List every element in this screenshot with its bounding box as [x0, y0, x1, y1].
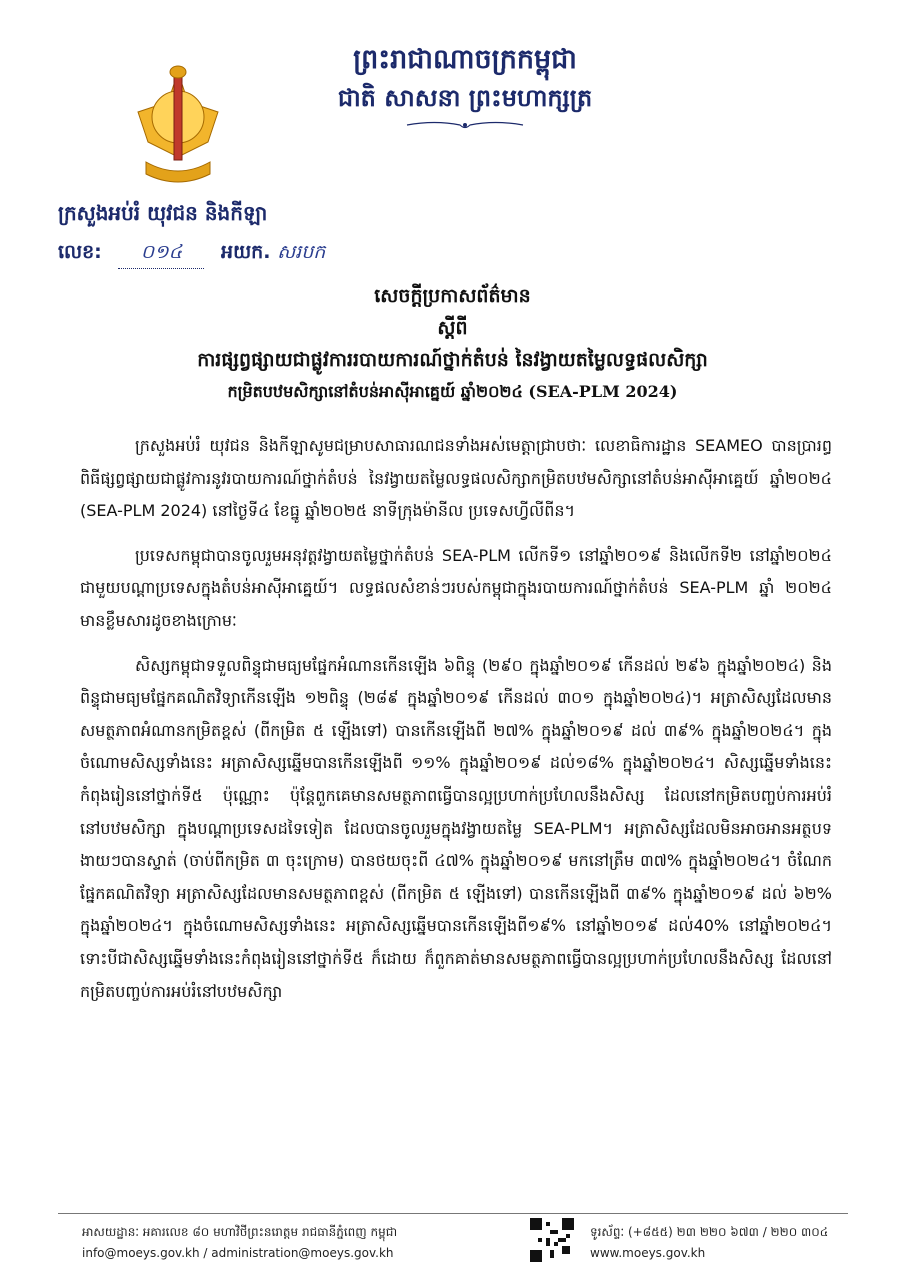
title-line-3: ការផ្សព្វផ្សាយជាផ្លូវការរបាយការណ៍ថ្នាក់តំបន់ នៃវង្វាយតម្លៃលទ្ធផលសិក្សា: [197, 349, 708, 371]
title-line-4: កម្រិតបឋមសិក្សានៅតំបន់អាស៊ីអាគ្នេយ៍ ឆ្នាំ២០២៤ (SEA-PLM 2024): [227, 382, 678, 401]
ornament-divider: [405, 118, 525, 132]
title-line-1: សេចក្តីប្រកាសព័ត៌មាន: [374, 285, 531, 307]
footer-contact: [82, 1222, 397, 1264]
ministry-name: ក្រសួងអប់រំ យុវជន និងកីឡា: [58, 201, 268, 225]
footer-website[interactable]: www.moeys.gov.kh: [590, 1246, 706, 1260]
paragraph-3: សិស្សកម្ពុជាទទួលពិន្ទុជាមធ្យមផ្នែកអំណានកើនឡើង ៦ពិន្ទុ (២៩០ ក្នុងឆ្នាំ២០១៩ កើនដល់ ២៩៦ ក្នុងឆ្នាំ២០២៤) និងពិន្ទុជាមធ្យមផ្នែកគណិតវិទ្យាកើនឡើង ១២ពិន្ទុ (២៨៩ ក្នុងឆ្នាំ២០១៩ កើនដល់ ៣០១ ក្នុងឆ្នាំ២០២៤)។ អត្រាសិស្សដែលមានសមត្ថភាពអំណានកម្រិតខ្ពស់ (ពីកម្រិត ៥ ឡើងទៅ) បានកើនឡើងពី ២៧% ក្នុងឆ្នាំ២០១៩ ដល់ ៣៩% ក្នុងឆ្នាំ២០២៤។ ក្នុងចំណោមសិស្សទាំងនេះ អត្រាសិស្សឆ្នើមបានកើនឡើងពី ១១% ក្នុងឆ្នាំ២០១៩ ដល់១៨% ក្នុងឆ្នាំ២០២៤។ សិស្សឆ្នើមទាំងនេះកំពុងរៀននៅថ្នាក់ទី៥ ប៉ុណ្ណោះ ប៉ុន្តែពួកគេមានសមត្ថភាពធ្វើបានល្អប្រហាក់ប្រហែលនឹងសិស្ស ដែលនៅកម្រិតបញ្ចប់ការអប់រំនៅបឋមសិក្សា ក្នុងបណ្តាប្រទេសដទៃទៀត ដែលបានចូលរួមក្នុងវង្វាយតម្លៃ SEA-PLM។ អត្រាសិស្សដែលមិនអាចអានអត្ថបទងាយៗបានស្ទាត់ (ចាប់ពីកម្រិត ៣ ចុះក្រោម) បានថយចុះពី ៤៧% ក្នុងឆ្នាំ២០១៩ មកនៅត្រឹម ៣៧% ក្នុងឆ្នាំ២០២៤។ ចំណែកផ្នែកគណិតវិទ្យា អត្រាសិស្សដែលមានសមត្ថភាពខ្ពស់ (ពីកម្រិត ៥ ឡើងទៅ) បានកើនឡើងពី ៣៩% ក្នុងឆ្នាំ២០១៩ ដល់ ៦២% ក្នុងឆ្នាំ២០២៤។ ក្នុងចំណោមសិស្សទាំងនេះ អត្រាសិស្សឆ្នើមបានកើនឡើងពី១៩% នៅឆ្នាំ២០១៩ ដល់40% នៅឆ្នាំ២០២៤។ ទោះបីជាសិស្សឆ្នើមទាំងនេះកំពុងរៀននៅថ្នាក់ទី៥ ក៏ដោយ ក៏ពួកគាត់មានសមត្ថភាពធ្វើបានល្អប្រហាក់ប្រហែលនឹងសិស្ស ដែលនៅកម្រិតបញ្ចប់ការអប់រំនៅបឋមសិក្សា: [80, 655, 833, 1001]
footer-address: អាសយដ្ឋានៈ អគារលេខ ៨០ មហាវិថីព្រះនរោត្តម រាជធានីភ្នំពេញ កម្ពុជា: [82, 1225, 398, 1239]
footer-divider: [58, 1213, 848, 1214]
national-header: [300, 40, 630, 132]
footer-phone: ទូរស័ព្ទៈ (+៨៥៥) ២៣ ២២០ ៦៧៣ / ២២០ ៣០៤: [590, 1225, 829, 1239]
paragraph-1: ក្រសួងអប់រំ យុវជន និងកីឡាសូមជម្រាបសាធារណជនទាំងអស់មេត្តាជ្រាបថាៈ លេខាធិការដ្ឋាន SEAMEO បានប្រារព្ធពិធីផ្សព្វផ្សាយជាផ្លូវការនូវរបាយការណ៍ថ្នាក់តំបន់ នៃវង្វាយតម្លៃលទ្ធផលសិក្សាកម្រិតបឋមសិក្សានៅតំបន់អាស៊ីអាគ្នេយ៍ ឆ្នាំ២០២៤ (SEA-PLM 2024) នៅថ្ងៃទី៤ ខែធ្នូ ឆ្នាំ២០២៥ នាទីក្រុងម៉ានីល ប្រទេសហ្វីលីពីន។: [80, 436, 832, 521]
document-body: [80, 430, 832, 1020]
qr-code-icon: [530, 1218, 574, 1262]
ref-handwritten: សរបក: [277, 241, 326, 263]
footer-emails[interactable]: info@moeys.gov.kh / administration@moeys.gov.kh: [82, 1246, 394, 1260]
paragraph-2: ប្រទេសកម្ពុជាបានចូលរួមអនុវត្តវង្វាយតម្លៃថ្នាក់តំបន់ SEA-PLM លើកទី១ នៅឆ្នាំ២០១៩ និងលើកទី២ នៅឆ្នាំ២០២៤ ជាមួយបណ្តាប្រទេសក្នុងតំបន់អាស៊ីអាគ្នេយ៍។ លទ្ធផលសំខាន់ៗរបស់កម្ពុជាក្នុងរបាយការណ៍ថ្នាក់តំបន់ SEA-PLM ឆ្នាំ ២០២៤ មានខ្លឹមសារដូចខាងក្រោមៈ: [80, 545, 832, 630]
ref-label: លេខ:: [58, 241, 102, 263]
kingdom-name: ព្រះរាជាណាចក្រកម្ពុជា: [353, 44, 577, 75]
national-motto: ជាតិ សាសនា ព្រះមហាក្សត្រ: [337, 83, 593, 112]
reference-line: [58, 240, 325, 269]
footer-phone-web: [590, 1222, 828, 1264]
ref-suffix: អយក.: [221, 241, 271, 263]
title-line-2: ស្តីពី: [437, 317, 468, 339]
ministry-emblem: [128, 62, 228, 197]
ref-number: ០១៤: [118, 240, 204, 269]
document-title: [60, 280, 845, 408]
